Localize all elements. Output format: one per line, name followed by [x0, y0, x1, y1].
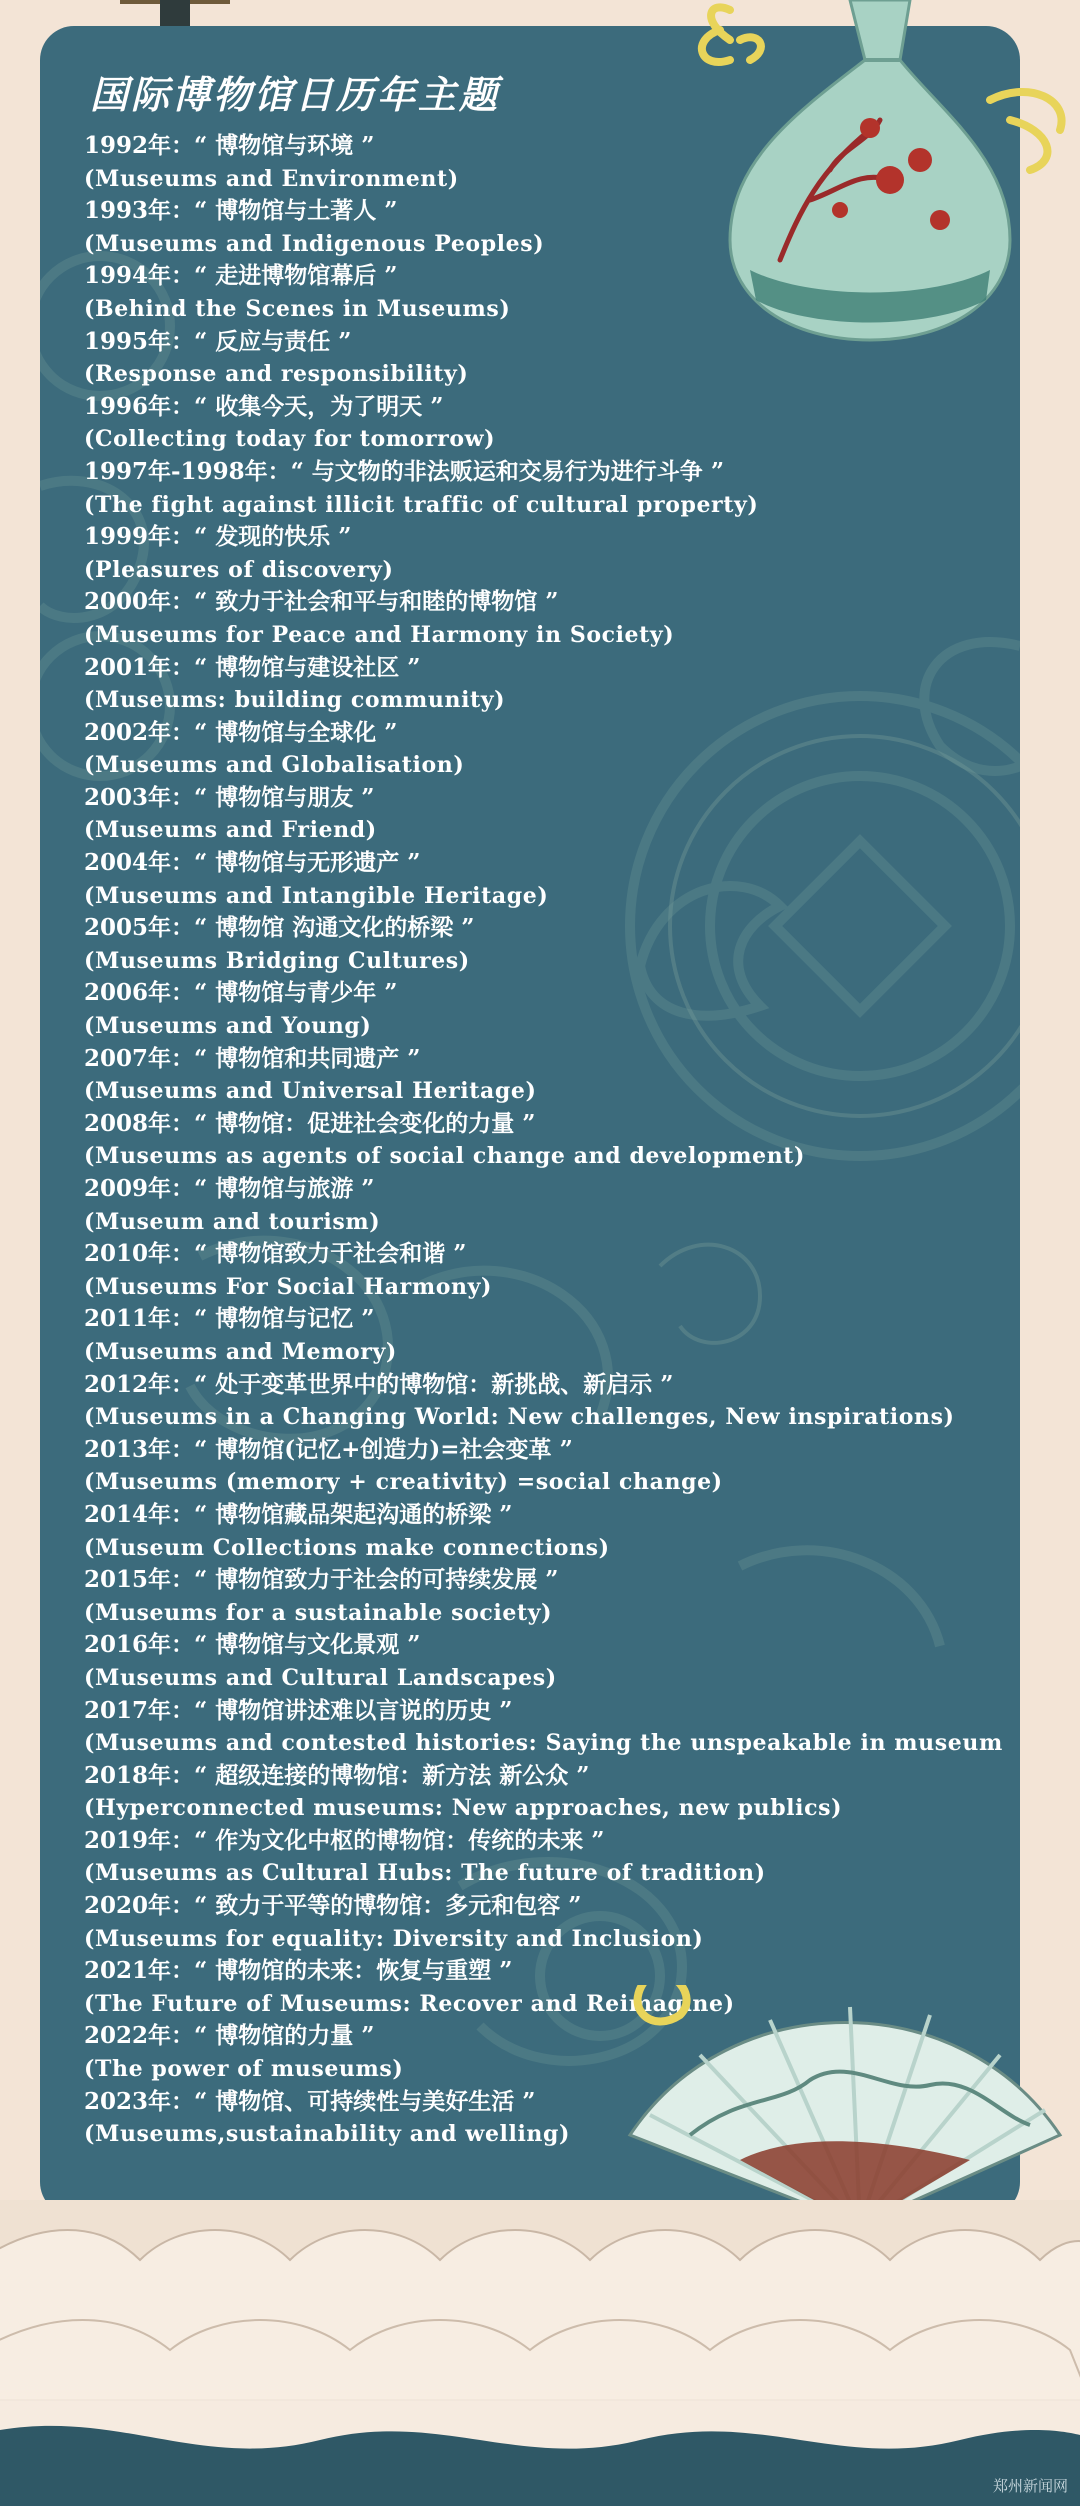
theme-english: (Museums: building community) — [84, 687, 506, 714]
theme-english: (Museums and Young) — [84, 1013, 372, 1040]
theme-english: (Museums and Universal Heritage) — [84, 1078, 537, 1105]
theme-chinese: 2003年：“ 博物馆与朋友 ” — [84, 783, 375, 811]
theme-entry — [84, 1629, 1020, 1694]
theme-english: (Museums as agents of social change and development) — [84, 1143, 806, 1170]
theme-english: (Museums and Memory) — [84, 1338, 397, 1365]
theme-english: (Behind the Scenes in Museums) — [84, 295, 511, 322]
themes-list — [84, 130, 1020, 2151]
theme-entry — [84, 521, 1020, 586]
theme-english: (Hyperconnected museums: New approaches, new publics) — [84, 1795, 843, 1822]
theme-chinese: 2010年：“ 博物馆致力于社会和谐 ” — [84, 1240, 467, 1268]
theme-chinese: 1997年-1998年：“ 与文物的非法贩运和交易行为进行斗争 ” — [84, 457, 725, 485]
theme-entry — [84, 391, 1020, 456]
theme-english: (Museums as Cultural Hubs: The future of tradition) — [84, 1860, 766, 1887]
theme-english: (Museums and Globalisation) — [84, 752, 465, 779]
theme-english: (Pleasures of discovery) — [84, 556, 394, 583]
theme-english: (Museums for equality: Diversity and Inclusion) — [84, 1925, 704, 1952]
theme-entry — [84, 1173, 1020, 1238]
theme-chinese: 2013年：“ 博物馆(记忆+创造力)=社会变革 ” — [84, 1435, 573, 1463]
theme-chinese: 2008年：“ 博物馆：促进社会变化的力量 ” — [84, 1109, 536, 1137]
theme-entry — [84, 977, 1020, 1042]
theme-chinese: 1993年：“ 博物馆与土著人 ” — [84, 197, 398, 225]
theme-chinese: 1995年：“ 反应与责任 ” — [84, 327, 352, 355]
theme-chinese: 2016年：“ 博物馆与文化景观 ” — [84, 1631, 421, 1659]
theme-entry — [84, 1303, 1020, 1368]
theme-english: (Response and responsibility) — [84, 361, 469, 388]
theme-entry — [84, 1369, 1020, 1434]
theme-chinese: 2020年：“ 致力于平等的博物馆：多元和包容 ” — [84, 1892, 582, 1920]
theme-english: (Museums (memory + creativity) =social change) — [84, 1469, 723, 1496]
theme-entry — [84, 847, 1020, 912]
theme-english: (Museums and Environment) — [84, 165, 459, 192]
theme-chinese: 2011年：“ 博物馆与记忆 ” — [84, 1305, 375, 1333]
theme-entry — [84, 652, 1020, 717]
theme-entry — [84, 586, 1020, 651]
theme-chinese: 1994年：“ 走进博物馆幕后 ” — [84, 262, 398, 290]
theme-english: (Museums For Social Harmony) — [84, 1273, 492, 1300]
theme-english: (Collecting today for tomorrow) — [84, 426, 496, 453]
theme-entry — [84, 456, 1020, 521]
theme-chinese: 1992年：“ 博物馆与环境 ” — [84, 132, 375, 159]
theme-entry — [84, 1760, 1020, 1825]
theme-entry — [84, 1238, 1020, 1303]
theme-chinese: 2014年：“ 博物馆藏品架起沟通的桥梁 ” — [84, 1500, 513, 1528]
theme-chinese: 2007年：“ 博物馆和共同遗产 ” — [84, 1044, 421, 1072]
theme-chinese: 1999年：“ 发现的快乐 ” — [84, 523, 352, 551]
theme-chinese: 2017年：“ 博物馆讲述难以言说的历史 ” — [84, 1696, 513, 1724]
theme-chinese: 2000年：“ 致力于社会和平与和睦的博物馆 ” — [84, 588, 559, 616]
theme-english: (Museums and contested histories: Saying the unspeakable in museum — [84, 1730, 1003, 1757]
theme-chinese: 2021年：“ 博物馆的未来：恢复与重塑 ” — [84, 1957, 513, 1985]
theme-chinese: 1996年：“ 收集今天，为了明天 ” — [84, 392, 444, 420]
theme-english: (Museums,sustainability and welling) — [84, 2121, 570, 2148]
theme-chinese: 2022年：“ 博物馆的力量 ” — [84, 2022, 375, 2050]
theme-english: (Museum Collections make connections) — [84, 1534, 610, 1561]
theme-chinese: 2005年：“ 博物馆 沟通文化的桥梁 ” — [84, 914, 475, 942]
theme-entry — [84, 1108, 1020, 1173]
theme-english: (The fight against illicit traffic of cultural property) — [84, 491, 759, 518]
theme-english: (Museum and tourism) — [84, 1208, 381, 1235]
theme-english: (The power of museums) — [84, 2056, 404, 2083]
theme-entry — [84, 1499, 1020, 1564]
page-title: 国际博物馆日历年主题 — [90, 73, 501, 117]
theme-english: (Museums and Cultural Landscapes) — [84, 1664, 557, 1691]
theme-entry — [84, 1434, 1020, 1499]
porcelain-vase-illustration — [690, 0, 1080, 360]
theme-chinese: 2001年：“ 博物馆与建设社区 ” — [84, 653, 421, 681]
theme-english: (Museums and Friend) — [84, 817, 377, 844]
theme-english: (Museums for a sustainable society) — [84, 1599, 553, 1626]
theme-chinese: 2012年：“ 处于变革世界中的博物馆：新挑战、新启示 ” — [84, 1370, 674, 1398]
theme-chinese: 2019年：“ 作为文化中枢的博物馆：传统的未来 ” — [84, 1826, 605, 1854]
theme-chinese: 2006年：“ 博物馆与青少年 ” — [84, 979, 398, 1007]
theme-english: (Museums Bridging Cultures) — [84, 947, 470, 974]
theme-english: (Museums and Intangible Heritage) — [84, 882, 549, 909]
theme-chinese: 2004年：“ 博物馆与无形遗产 ” — [84, 849, 421, 877]
theme-english: (Museums and Indigenous Peoples) — [84, 230, 545, 257]
theme-entry — [84, 912, 1020, 977]
theme-entry — [84, 1564, 1020, 1629]
theme-english: (Museums in a Changing World: New challenges, New inspirations) — [84, 1404, 955, 1431]
theme-english: (The Future of Museums: Recover and Reimagine) — [84, 1990, 735, 2017]
theme-chinese: 2002年：“ 博物馆与全球化 ” — [84, 718, 398, 746]
theme-entry — [84, 1043, 1020, 1108]
watermark: 郑州新闻网 — [992, 2477, 1068, 2495]
theme-entry — [84, 782, 1020, 847]
theme-entry — [84, 1825, 1020, 1890]
theme-chinese: 2015年：“ 博物馆致力于社会的可持续发展 ” — [84, 1566, 559, 1594]
theme-chinese: 2023年：“ 博物馆、可持续性与美好生活 ” — [84, 2087, 536, 2115]
theme-entry — [84, 717, 1020, 782]
theme-chinese: 2009年：“ 博物馆与旅游 ” — [84, 1175, 375, 1202]
theme-english: (Museums for Peace and Harmony in Society) — [84, 621, 675, 648]
theme-entry — [84, 1890, 1020, 1955]
theme-chinese: 2018年：“ 超级连接的博物馆：新方法 新公众 ” — [84, 1761, 590, 1789]
wave-cloud-border — [0, 2200, 1080, 2506]
theme-entry — [84, 1695, 1020, 1760]
